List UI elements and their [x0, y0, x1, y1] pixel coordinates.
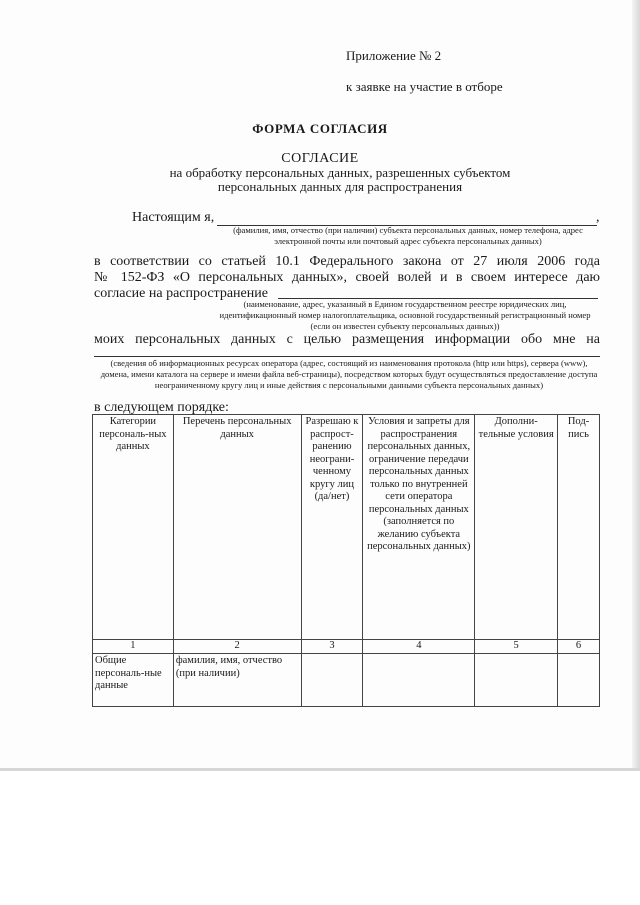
column-number: 2	[173, 640, 301, 654]
header-permission: Разрешаю к распрост-ранению неограни-ченному кругу лиц (да/нет)	[301, 415, 363, 640]
intro-text: Настоящим я,	[132, 210, 215, 225]
appendix-number: Приложение № 2	[346, 48, 442, 63]
table-header-row	[93, 415, 600, 640]
intro-comma: ,	[596, 210, 600, 225]
paragraph1-line3: согласие на распространение	[94, 286, 268, 301]
form-title: ФОРМА СОГЛАСИЯ	[252, 121, 388, 136]
page-bottom-edge	[0, 768, 640, 771]
resource-hint: (сведения об информационных ресурсах оператора (адрес, состоящий из наименования протокола (http или https), сервера (www), домена, имени каталога на сервере и имени файла веб-страницы), посредством которых будут осуществляться предоставление доступа неограниченному кругу лиц и иные действия с персональными данными субъекта персональных данных)	[100, 358, 598, 390]
column-number: 5	[475, 640, 558, 654]
paragraph1-line1: в соответствии со статьей 10.1 Федерального закона от 27 июля 2006 года	[94, 254, 600, 269]
column-number: 3	[301, 640, 363, 654]
paragraph-purpose: моих персональных данных с целью размещения информации обо мне на	[94, 332, 600, 347]
header-data-list: Перечень персональных данных	[173, 415, 301, 640]
column-number: 4	[363, 640, 475, 654]
table-row	[93, 654, 600, 707]
table-number-row	[93, 640, 600, 654]
consent-table	[92, 414, 600, 707]
order-label: в следующем порядке:	[94, 400, 229, 415]
header-signature: Под-пись	[558, 415, 600, 640]
column-number: 1	[93, 640, 174, 654]
cell-additional[interactable]	[475, 654, 558, 707]
appendix-reference: к заявке на участие в отборе	[346, 79, 503, 94]
subject-name-hint: (фамилия, имя, отчество (при наличии) субъекта персональных данных, номер телефона, адрес электронной почты или почтовый адрес субъекта персональных данных)	[233, 225, 583, 246]
header-additional: Дополни-тельные условия	[475, 415, 558, 640]
page-edge-shadow	[632, 0, 640, 770]
cell-permission[interactable]	[301, 654, 363, 707]
cell-signature[interactable]	[558, 654, 600, 707]
operator-hint: (наименование, адрес, указанный в Едином государственном реестре юридических лиц, идентификационный номер налогоплательщика, основной государственный регистрационный номер (если он известен субъекту персональных данных))	[219, 299, 591, 331]
column-number: 6	[558, 640, 600, 654]
consent-subtitle: на обработку персональных данных, разрешенных субъектом персональных данных для распространения	[169, 165, 511, 194]
paragraph-legal-basis	[94, 254, 600, 302]
cell-data-list: фамилия, имя, отчество (при наличии)	[173, 654, 301, 707]
consent-title: СОГЛАСИЕ	[281, 151, 359, 166]
header-conditions: Условия и запреты для распространения персональных данных, ограничение передачи персональных данных только по внутренней сети оператора персональных данных (заполняется по желанию субъекта персональных данных)	[363, 415, 475, 640]
cell-conditions[interactable]	[363, 654, 475, 707]
paragraph1-line2: № 152-ФЗ «О персональных данных», своей волей и в своем интересе даю	[94, 270, 600, 285]
cell-category: Общие персональ-ные данные	[93, 654, 174, 707]
resource-field[interactable]	[94, 356, 600, 357]
header-category: Категории персональ-ных данных	[93, 415, 174, 640]
